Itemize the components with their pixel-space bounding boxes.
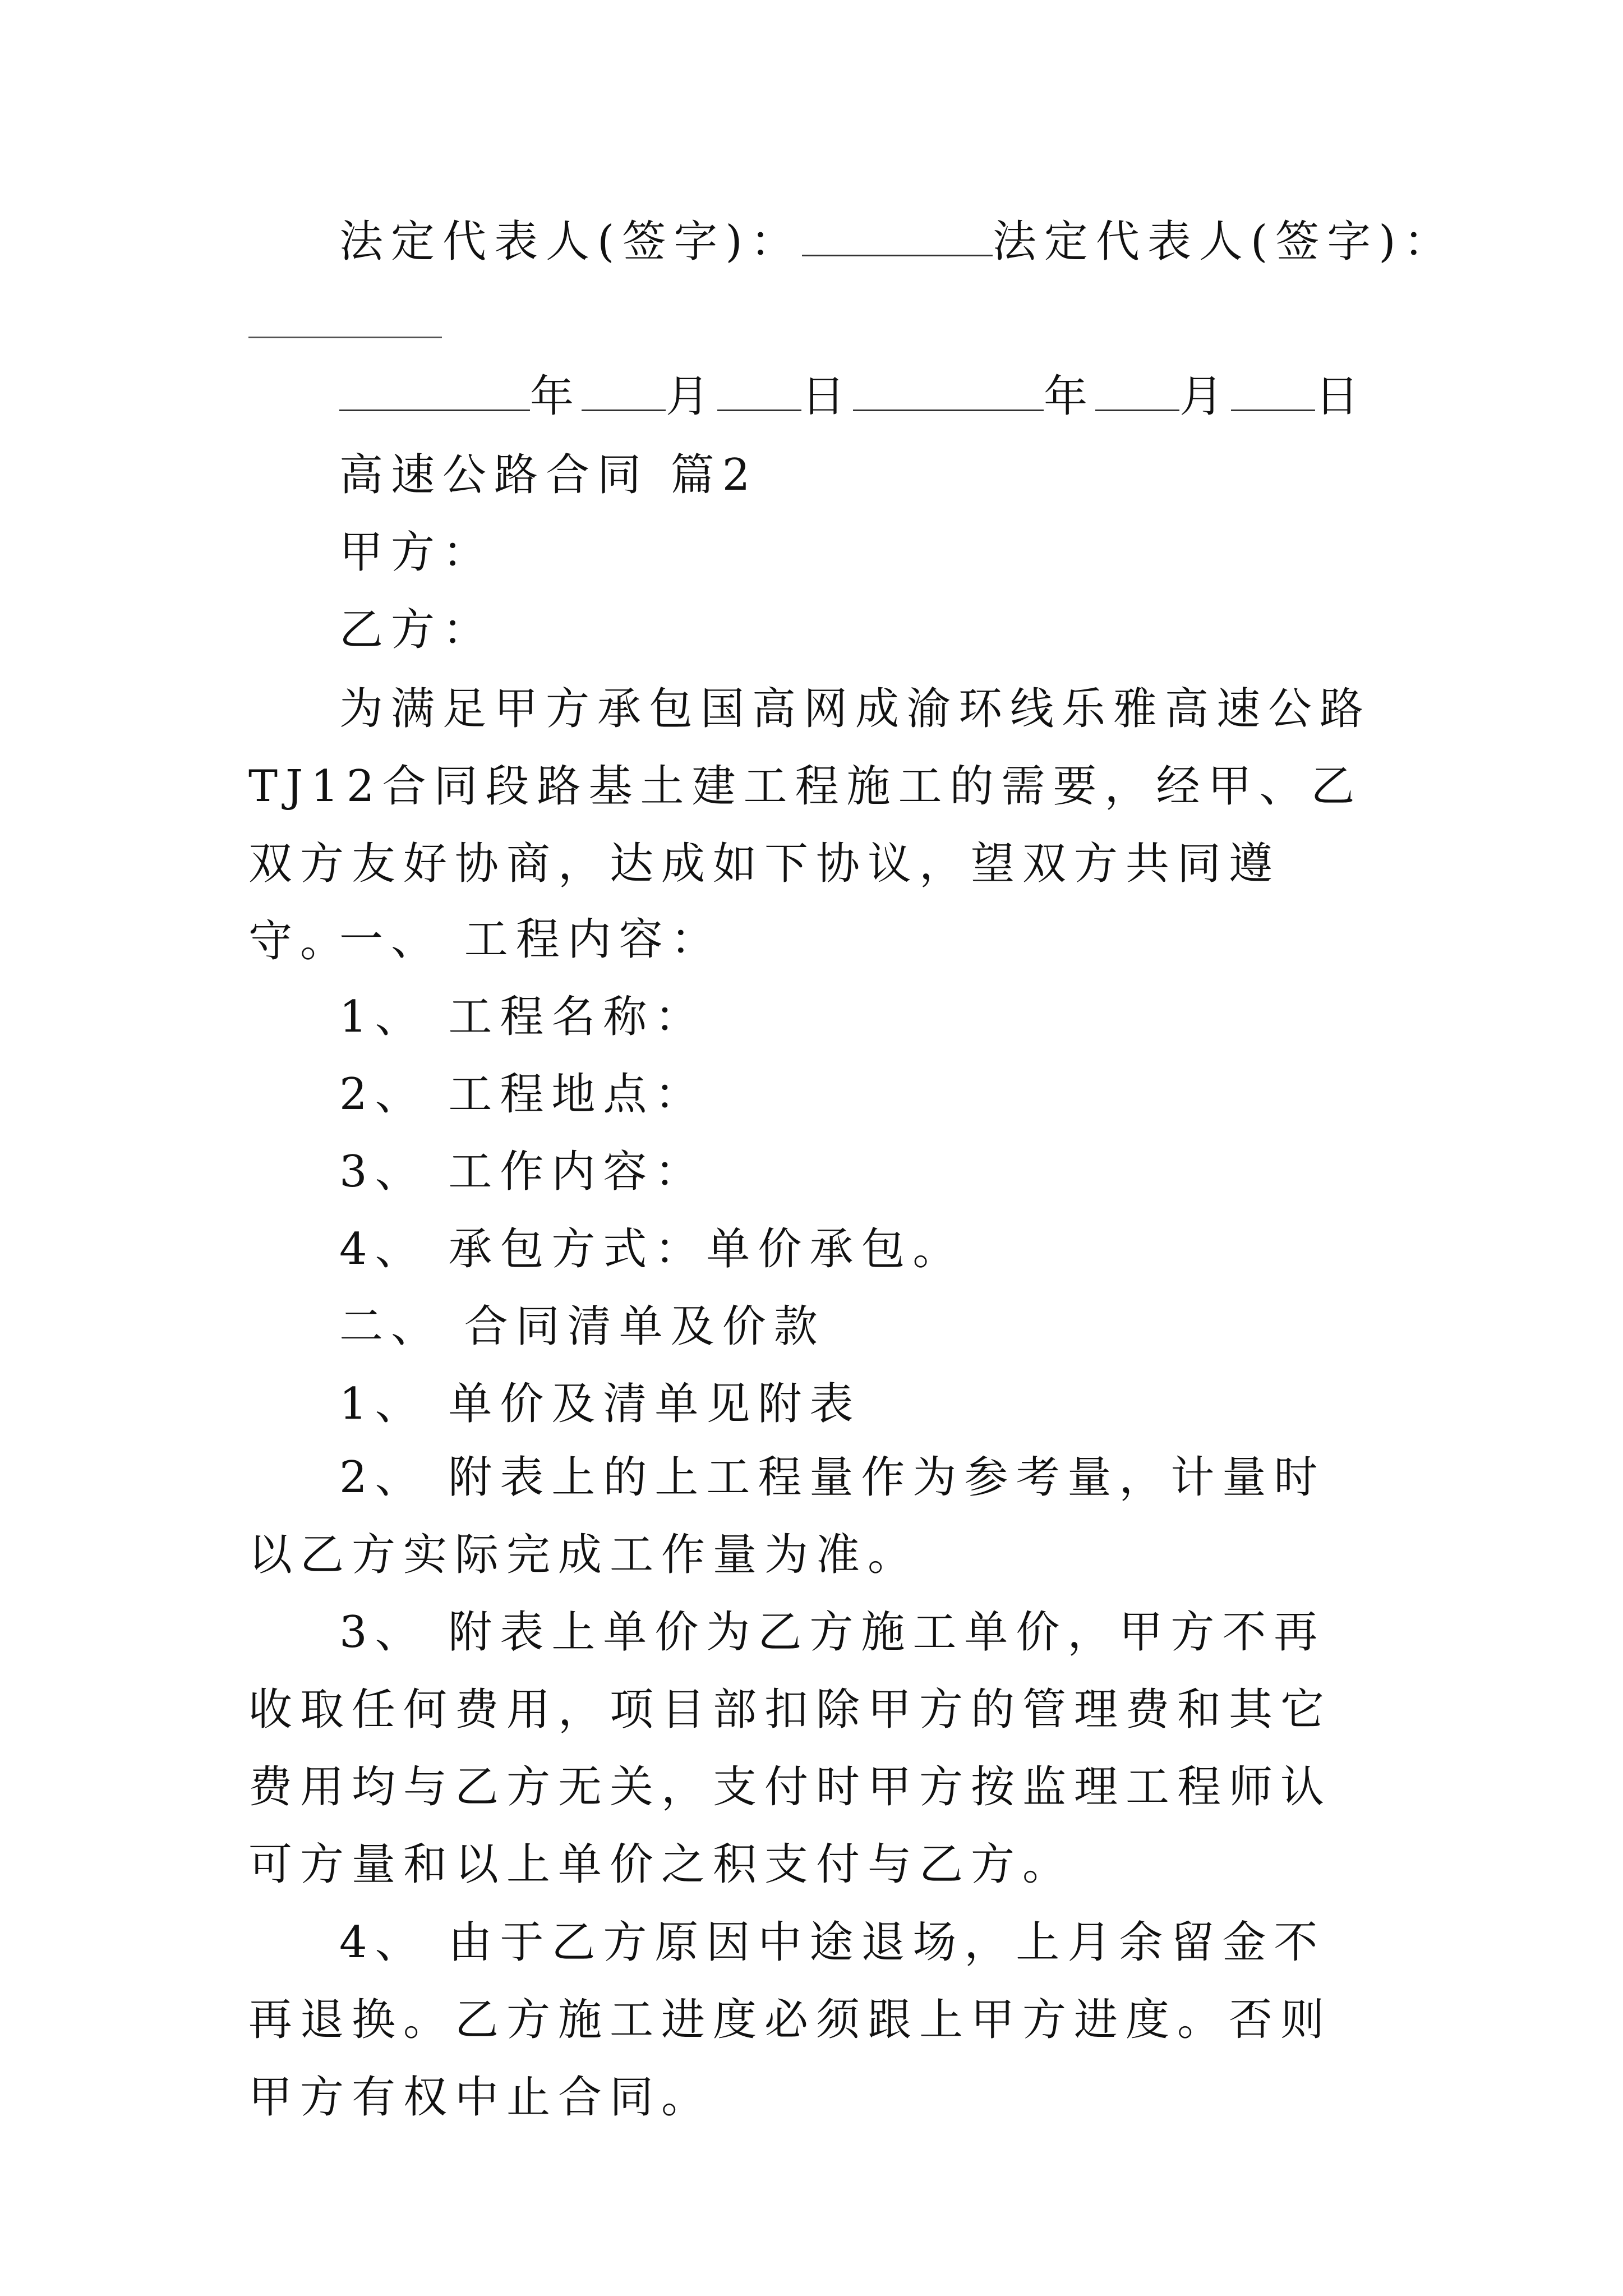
month-b-label: 月	[1179, 371, 1232, 422]
signature-row	[339, 217, 1467, 267]
rep-b-signature-blank	[248, 337, 442, 338]
day-a-blank	[717, 376, 801, 411]
section2-item: 3、 附表上单价为乙方施工单价，甲方不再收取任何费用，项目部扣除甲方的管理费和其它费用均与乙方无关，支付时甲方按监理工程师认可方量和以上单价之积支付与乙方。	[248, 1607, 1332, 1890]
section1-item: 1、 工程名称：	[339, 992, 707, 1042]
intro-paragraph: 为满足甲方承包国高网成渝环线乐雅高速公路TJ12合同段路基土建工程施工的需要，经甲、乙双方友好协商，达成如下协议，望双方共同遵守。	[248, 684, 1372, 967]
rep-b-label: 法定代表人(签字)：	[992, 217, 1455, 267]
day-a-label: 日	[801, 371, 854, 422]
month-a-label: 月	[666, 371, 718, 422]
section2-item: 4、 由于乙方原因中途退场，上月余留金不再退换。乙方施工进度必须跟上甲方进度。否则甲方有权中止合同。	[248, 1917, 1332, 2123]
section1-item: 4、 承包方式：单价承包。	[339, 1224, 965, 1274]
year-a-label: 年	[530, 371, 582, 422]
rep-a-signature-blank	[802, 221, 993, 256]
year-b-label: 年	[1044, 371, 1096, 422]
month-a-blank	[582, 376, 666, 411]
party-a-label: 甲方：	[339, 527, 495, 578]
party-b-label: 乙方：	[339, 605, 495, 655]
year-b-blank	[853, 376, 1044, 411]
rep-a-label: 法定代表人(签字)：	[339, 217, 802, 267]
section1-title: 一、 工程内容：	[339, 914, 722, 965]
date-row	[339, 371, 1467, 422]
contract-heading: 高速公路合同 篇2	[339, 450, 758, 500]
day-b-label: 日	[1315, 371, 1367, 422]
section1-item: 3、 工作内容：	[339, 1147, 707, 1197]
section2-title: 二、 合同清单及价款	[339, 1301, 826, 1352]
section2-item: 2、 附表上的上工程量作为参考量，计量时以乙方实际完成工作量为准。	[248, 1452, 1326, 1580]
section2-item: 1、 单价及清单见附表	[339, 1379, 861, 1429]
month-b-blank	[1095, 376, 1179, 411]
day-b-blank	[1231, 376, 1315, 411]
section1-item: 2、 工程地点：	[339, 1069, 707, 1120]
year-a-blank	[339, 376, 530, 411]
